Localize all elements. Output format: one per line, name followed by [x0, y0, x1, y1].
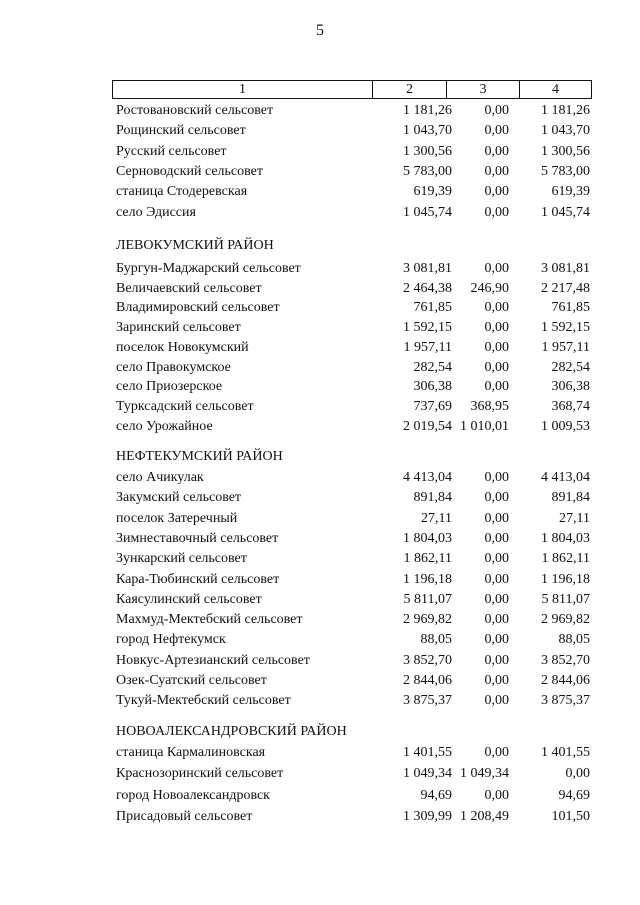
row-value-col-2: 1 196,18 — [403, 571, 452, 587]
row-value-col-2: 88,05 — [420, 632, 452, 648]
row-value-col-3: 0,00 — [484, 103, 509, 118]
row-value-col-2: 1 592,15 — [403, 320, 452, 336]
row-value-col-4: 3 875,37 — [541, 693, 590, 709]
row-value-col-3: 0,00 — [484, 693, 509, 709]
header-col-4: 4 — [552, 82, 559, 97]
row-value-col-4: 5 811,07 — [541, 591, 590, 607]
row-value-col-3: 0,00 — [484, 490, 509, 506]
row-value-col-2: 3 875,37 — [403, 693, 452, 709]
row-value-col-4: 1 196,18 — [541, 571, 590, 587]
row-value-col-3: 246,90 — [470, 280, 509, 296]
row-name: село Эдиссия — [116, 204, 196, 220]
table-row — [116, 672, 592, 690]
row-value-col-3: 0,00 — [484, 379, 509, 395]
section-title: НОВОАЛЕКСАНДРОВСКИЙ РАЙОН — [116, 724, 347, 739]
row-value-col-3: 0,00 — [484, 143, 509, 159]
row-name: город Нефтекумск — [116, 632, 226, 648]
table-row — [116, 765, 592, 783]
table-row — [116, 280, 592, 298]
row-value-col-2: 1 181,26 — [403, 103, 452, 118]
table-row — [116, 204, 592, 222]
section-title: НЕФТЕКУМСКИЙ РАЙОН — [116, 449, 283, 464]
row-value-col-2: 94,69 — [420, 787, 452, 803]
table-row — [116, 359, 592, 377]
row-value-col-2: 761,85 — [413, 300, 452, 316]
row-name: Серноводский сельсовет — [116, 163, 263, 179]
row-name: село Ачикулак — [116, 470, 204, 485]
row-value-col-3: 0,00 — [484, 261, 509, 276]
table-row — [116, 143, 592, 161]
row-name: город Новоалександровск — [116, 787, 270, 803]
row-value-col-3: 0,00 — [484, 632, 509, 648]
row-value-col-4: 1 957,11 — [541, 339, 590, 355]
row-name: станица Стодеревская — [116, 184, 248, 200]
row-name: Краснозоринский сельсовет — [116, 766, 284, 782]
table-row — [116, 744, 592, 762]
row-value-col-3: 0,00 — [484, 673, 509, 688]
row-name: Русский сельсовет — [116, 143, 227, 159]
table-row — [116, 787, 592, 805]
row-name: Величаевский сельсовет — [116, 280, 262, 296]
row-value-col-2: 1 309,99 — [403, 808, 452, 824]
row-value-col-4: 4 413,04 — [541, 470, 590, 485]
row-name: село Правокумское — [116, 359, 231, 375]
row-name: поселок Новокумский — [116, 339, 249, 355]
row-name: Закумский сельсовет — [116, 490, 242, 506]
row-value-col-2: 1 300,56 — [403, 143, 452, 159]
row-value-col-4: 2 217,48 — [541, 280, 590, 296]
table-row — [116, 260, 592, 278]
table-row — [116, 319, 592, 337]
table-row — [116, 808, 592, 826]
table-row — [116, 530, 592, 548]
row-value-col-2: 1 957,11 — [403, 339, 452, 355]
row-name: Турксадский сельсовет — [116, 398, 254, 414]
row-value-col-4: 0,00 — [565, 766, 590, 782]
row-value-col-3: 1 010,01 — [460, 418, 509, 434]
row-value-col-2: 3 852,70 — [403, 652, 452, 668]
row-value-col-4: 1 862,11 — [541, 551, 590, 567]
row-value-col-4: 306,38 — [551, 379, 590, 395]
row-value-col-2: 5 811,07 — [403, 591, 452, 607]
row-value-col-4: 619,39 — [551, 184, 590, 200]
row-name: Тукуй-Мектебский сельсовет — [116, 693, 291, 709]
row-value-col-2: 1 045,74 — [403, 204, 452, 220]
row-value-col-3: 0,00 — [484, 591, 509, 607]
row-name: Ростовановский сельсовет — [116, 103, 274, 118]
row-value-col-2: 619,39 — [413, 184, 452, 200]
row-value-col-2: 1 804,03 — [403, 530, 452, 546]
table-row — [116, 631, 592, 649]
table-row — [116, 591, 592, 609]
row-value-col-2: 2 019,54 — [403, 418, 452, 434]
row-value-col-4: 2 844,06 — [541, 673, 590, 688]
row-name: Махмуд-Мектебский сельсовет — [116, 612, 303, 628]
row-value-col-2: 27,11 — [421, 510, 452, 526]
table-row — [116, 299, 592, 317]
row-value-col-2: 1 862,11 — [403, 551, 452, 567]
row-value-col-3: 1 208,49 — [460, 808, 509, 824]
row-value-col-4: 94,69 — [558, 787, 590, 803]
row-value-col-3: 0,00 — [484, 652, 509, 668]
row-value-col-4: 282,54 — [551, 359, 590, 375]
row-value-col-4: 368,74 — [551, 398, 590, 414]
row-name: Новкус-Артезианский сельсовет — [116, 652, 310, 668]
header-col-2: 2 — [373, 81, 447, 98]
table-row — [116, 489, 592, 507]
row-value-col-4: 2 969,82 — [541, 612, 590, 628]
row-value-col-3: 0,00 — [484, 163, 509, 179]
row-value-col-4: 1 300,56 — [541, 143, 590, 159]
row-value-col-4: 1 401,55 — [541, 745, 590, 760]
row-value-col-4: 761,85 — [551, 300, 590, 316]
row-value-col-4: 3 852,70 — [541, 652, 590, 668]
section-title: ЛЕВОКУМСКИЙ РАЙОН — [116, 238, 274, 253]
row-value-col-3: 0,00 — [484, 339, 509, 355]
table-row — [116, 418, 592, 436]
row-value-col-3: 0,00 — [484, 612, 509, 628]
row-value-col-4: 1 043,70 — [541, 123, 590, 139]
row-name: село Приозерское — [116, 379, 223, 395]
row-name: Рощинский сельсовет — [116, 123, 246, 139]
row-value-col-3: 0,00 — [484, 551, 509, 567]
table-row — [116, 510, 592, 528]
row-value-col-3: 368,95 — [470, 398, 509, 414]
row-name: Бургун-Маджарский сельсовет — [116, 261, 301, 276]
table-row — [116, 652, 592, 670]
row-value-col-3: 0,00 — [484, 184, 509, 200]
row-value-col-2: 1 401,55 — [403, 745, 452, 760]
row-value-col-4: 1 045,74 — [541, 204, 590, 220]
table-row — [116, 102, 592, 120]
row-value-col-3: 0,00 — [484, 745, 509, 760]
row-value-col-2: 282,54 — [413, 359, 452, 375]
table-row — [116, 550, 592, 568]
row-value-col-3: 0,00 — [484, 787, 509, 803]
table-row — [116, 611, 592, 629]
row-value-col-3: 0,00 — [484, 359, 509, 375]
row-value-col-2: 891,84 — [413, 490, 452, 506]
row-value-col-3: 1 049,34 — [460, 766, 509, 782]
row-value-col-2: 2 464,38 — [403, 280, 452, 296]
row-value-col-2: 1 049,34 — [403, 766, 452, 782]
row-value-col-4: 1 181,26 — [541, 103, 590, 118]
row-value-col-2: 4 413,04 — [403, 470, 452, 485]
row-value-col-3: 0,00 — [484, 123, 509, 139]
row-value-col-2: 737,69 — [413, 398, 452, 414]
table-header — [112, 80, 592, 99]
row-value-col-4: 891,84 — [551, 490, 590, 506]
row-value-col-4: 3 081,81 — [541, 261, 590, 276]
row-value-col-2: 2 969,82 — [403, 612, 452, 628]
row-name: Зункарский сельсовет — [116, 551, 247, 567]
row-value-col-3: 0,00 — [484, 530, 509, 546]
table-row — [116, 571, 592, 589]
table-row — [116, 122, 592, 140]
row-name: Владимировский сельсовет — [116, 300, 280, 316]
row-value-col-3: 0,00 — [484, 320, 509, 336]
row-value-col-3: 0,00 — [484, 300, 509, 316]
table-row — [116, 398, 592, 416]
row-name: Кара-Тюбинский сельсовет — [116, 571, 280, 587]
row-value-col-2: 3 081,81 — [403, 261, 452, 276]
row-value-col-3: 0,00 — [484, 470, 509, 485]
row-value-col-3: 0,00 — [484, 204, 509, 220]
row-name: Зимнеставочный сельсовет — [116, 530, 279, 546]
row-name: село Урожайное — [116, 418, 213, 434]
row-name: Каясулинский сельсовет — [116, 591, 262, 607]
row-value-col-2: 306,38 — [413, 379, 452, 395]
row-value-col-2: 5 783,00 — [403, 163, 452, 179]
row-name: Озек-Суатский сельсовет — [116, 673, 267, 688]
table-row — [116, 692, 592, 710]
header-col-3: 3 — [447, 81, 520, 98]
table-row — [116, 339, 592, 357]
row-name: Заринский сельсовет — [116, 320, 241, 336]
row-value-col-4: 5 783,00 — [541, 163, 590, 179]
row-value-col-2: 2 844,06 — [403, 673, 452, 688]
page-number: 5 — [316, 22, 324, 39]
table-row — [116, 163, 592, 181]
table-row — [116, 469, 592, 487]
row-value-col-3: 0,00 — [484, 510, 509, 526]
table-row — [116, 183, 592, 201]
row-value-col-4: 1 592,15 — [541, 320, 590, 336]
row-name: поселок Затеречный — [116, 510, 238, 526]
row-value-col-3: 0,00 — [484, 571, 509, 587]
row-value-col-4: 27,11 — [559, 510, 590, 526]
row-value-col-2: 1 043,70 — [403, 123, 452, 139]
header-col-1: 1 — [113, 81, 373, 98]
row-value-col-4: 101,50 — [551, 808, 590, 824]
row-name: станица Кармалиновская — [116, 745, 266, 760]
table-row — [116, 378, 592, 396]
row-value-col-4: 1 804,03 — [541, 530, 590, 546]
row-value-col-4: 1 009,53 — [541, 418, 590, 434]
row-value-col-4: 88,05 — [558, 632, 590, 648]
row-name: Присадовый сельсовет — [116, 808, 253, 824]
